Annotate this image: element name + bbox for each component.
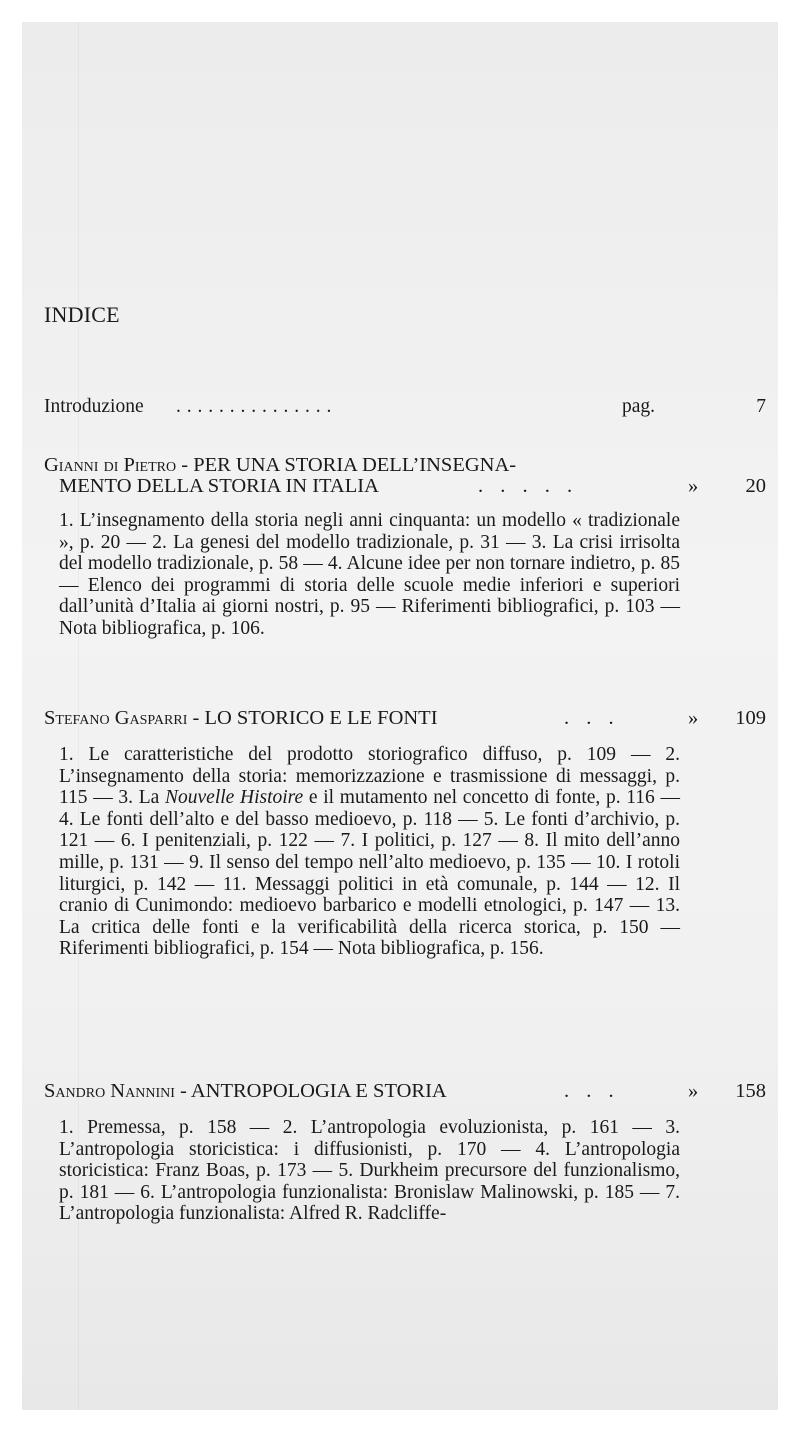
chapter-contents xyxy=(59,744,680,960)
leader-dots: . . . . . xyxy=(478,475,579,497)
heading-separator: - xyxy=(181,454,189,476)
chapter-title-line-2: MENTO DELLA STORIA IN ITALIA xyxy=(59,475,379,497)
chapter-contents xyxy=(59,1117,680,1225)
page-prefix: » xyxy=(688,707,699,729)
chapter-title-line-1: LO STORICO E LE FONTI xyxy=(204,707,438,729)
heading-separator: - xyxy=(180,1080,187,1102)
contents-part-2: e il mutamento nel concetto di fonte, p. 116 — 4. Le fonti dell’alto e del basso medioevo, p. 118 — 5. Le fonti d’archivio, p. 121 — 6. I penitenziali, p. 122 — 7. I politici, p. 127 — 8. Il mito dell’anno mille, p. 131 — 9. Il senso del tempo nell’alto medioevo, p. 135 — 10. I rotoli liturgici, p. 142 — 11. Messaggi politici in età comunale, p. 144 — 12. Il cranio di Cunimondo: medioevo barbarico e modelli etnologici, p. 147 — 13. La critica delle fonti e la verificabilità della ricerca storica, p. 150 — Riferimenti bibliografici, p. 154 — Nota bibliografica, p. 156. xyxy=(59,787,680,960)
page-number: 158 xyxy=(735,1080,766,1102)
leader-dots: . . . . . . . . . . . . . . . xyxy=(176,396,332,417)
toc-chapter-heading[interactable] xyxy=(44,455,766,497)
chapter-title-line-1: ANTROPOLOGIA E STORIA xyxy=(190,1080,447,1102)
toc-entry-label: Introduzione xyxy=(44,396,144,417)
page-number: 109 xyxy=(735,707,766,729)
toc-chapter-heading[interactable] xyxy=(44,1081,766,1102)
page-number: 7 xyxy=(756,396,766,417)
chapter-contents-text: 1. Premessa, p. 158 — 2. L’antropologia evoluzionista, p. 161 — 3. L’antropologia storicistica: i diffusionisti, p. 170 — 4. L’antropologia storicistica: Franz Boas, p. 173 — 5. Durkheim precursore del funzionalismo, p. 181 — 6. L’antropologia funzionalista: Bronislaw Malinowski, p. 185 — 7. L’antropologia funzionalista: Alfred R. Radcliffe- xyxy=(59,1117,680,1225)
leader-dots: . . . xyxy=(564,707,620,729)
chapter-title-line-1: PER UNA STORIA DELL’INSEGNA- xyxy=(193,454,517,476)
page-number: 20 xyxy=(745,475,766,497)
chapter-contents xyxy=(59,510,680,640)
chapter-author: Gianni di Pietro xyxy=(44,454,177,476)
leader-dots: . . . xyxy=(564,1080,620,1102)
contents-italic-title: Nouvelle Histoire xyxy=(165,787,304,809)
heading-separator: - xyxy=(192,707,200,729)
chapter-author: Stefano Gasparri xyxy=(44,707,188,729)
toc-chapter-heading[interactable] xyxy=(44,708,766,729)
chapter-contents-text: 1. L’insegnamento della storia negli anni cinquanta: un modello « tradizionale », p. 20 — 2. La genesi del modello tradizionale, p. 31 — 3. La crisi irrisolta del modello tradizionale, p. 58 — 4. Alcune idee per non tornare indietro, p. 85 — Elenco dei programmi di storia delle scuole medie inferiori e superiori dall’unità d’Italia ai giorni nostri, p. 95 — Riferimenti bibliografici, p. 103 — Nota bibliografica, p. 106. xyxy=(59,510,680,639)
page-prefix: » xyxy=(688,1080,699,1102)
chapter-title-line-2-wrap xyxy=(44,476,766,497)
page-prefix: » xyxy=(688,475,699,497)
toc-entry-introduzione[interactable] xyxy=(44,396,766,417)
page-prefix: pag. xyxy=(622,396,656,417)
chapter-contents-text xyxy=(59,744,680,960)
chapter-author: Sandro Nannini xyxy=(44,1080,175,1102)
contents-part-1: 1. Le caratteristiche del prodotto storiografico diffuso, p. 109 — 2. L’insegnamento della storia: memorizzazione e trasmissione di messaggi, p. 115 — 3. La xyxy=(59,744,680,809)
index-title: INDICE xyxy=(44,302,120,327)
